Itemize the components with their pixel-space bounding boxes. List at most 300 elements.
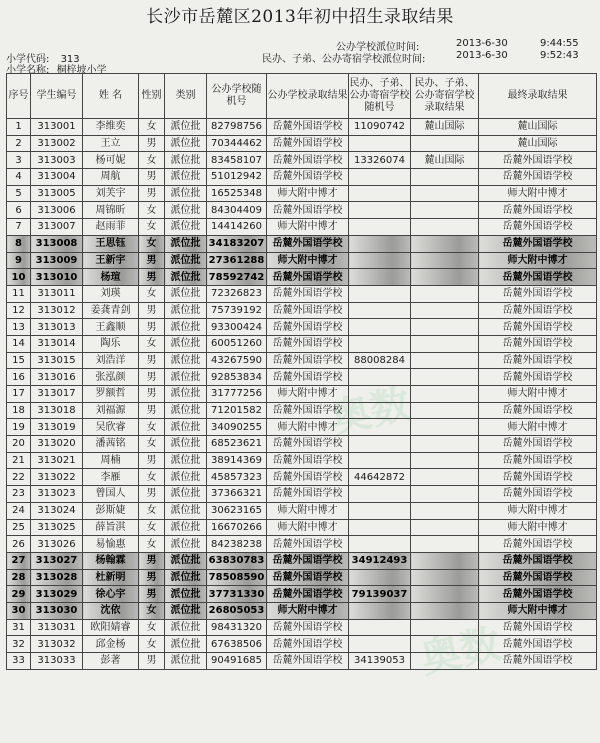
table-cell: 男: [139, 135, 165, 152]
table-cell: 周航: [83, 169, 139, 186]
table-cell: [349, 202, 411, 219]
table-cell: 男: [139, 452, 165, 469]
table-cell: 313008: [31, 235, 83, 252]
table-cell: 19: [7, 419, 31, 436]
table-row: [7, 369, 597, 386]
column-header: 民办、子弟、公办寄宿学校录取结果: [411, 74, 479, 119]
table-cell: 34090255: [207, 419, 267, 436]
table-row: [7, 319, 597, 336]
table-cell: [349, 636, 411, 653]
table-cell: [349, 285, 411, 302]
table-cell: 麓山国际: [479, 119, 597, 136]
table-row: [7, 569, 597, 586]
table-cell: 派位批: [165, 569, 207, 586]
table-cell: [411, 269, 479, 286]
table-cell: 313004: [31, 169, 83, 186]
table-cell: 女: [139, 536, 165, 553]
table-cell: 王鑫顺: [83, 319, 139, 336]
table-cell: 313011: [31, 285, 83, 302]
table-cell: 女: [139, 436, 165, 453]
table-cell: 女: [139, 519, 165, 536]
table-cell: 313019: [31, 419, 83, 436]
table-cell: 90491685: [207, 653, 267, 670]
table-cell: 派位批: [165, 436, 207, 453]
table-cell: 岳麓外国语学校: [479, 152, 597, 169]
table-cell: [411, 302, 479, 319]
column-header: 最终录取结果: [479, 74, 597, 119]
table-cell: 派位批: [165, 369, 207, 386]
table-cell: 93300424: [207, 319, 267, 336]
table-cell: 王立: [83, 135, 139, 152]
table-cell: [411, 285, 479, 302]
table-cell: [349, 335, 411, 352]
table-cell: 派位批: [165, 386, 207, 403]
table-cell: 31777256: [207, 386, 267, 403]
table-cell: 313003: [31, 152, 83, 169]
table-cell: 313016: [31, 369, 83, 386]
table-cell: 16525348: [207, 185, 267, 202]
table-cell: [349, 502, 411, 519]
table-cell: 313023: [31, 486, 83, 503]
table-cell: [411, 636, 479, 653]
table-cell: 刘福源: [83, 402, 139, 419]
table-cell: 师大附中博才: [267, 219, 349, 236]
table-cell: [349, 369, 411, 386]
table-cell: 曾国人: [83, 486, 139, 503]
table-cell: [349, 402, 411, 419]
table-cell: 岳麓外国语学校: [267, 619, 349, 636]
table-cell: 王新宇: [83, 252, 139, 269]
private-date: 2013-6-30: [456, 50, 508, 61]
table-cell: 98431320: [207, 619, 267, 636]
table-row: [7, 169, 597, 186]
table-row: [7, 402, 597, 419]
table-cell: 岳麓外国语学校: [267, 402, 349, 419]
table-row: [7, 602, 597, 619]
table-cell: 男: [139, 386, 165, 403]
table-cell: [411, 519, 479, 536]
table-cell: 男: [139, 302, 165, 319]
table-cell: [411, 586, 479, 603]
table-cell: 37366321: [207, 486, 267, 503]
table-cell: 女: [139, 285, 165, 302]
table-cell: 岳麓外国语学校: [267, 269, 349, 286]
table-cell: 杜新明: [83, 569, 139, 586]
table-cell: 师大附中博才: [267, 386, 349, 403]
table-cell: 12: [7, 302, 31, 319]
table-cell: 313007: [31, 219, 83, 236]
table-cell: 33: [7, 653, 31, 670]
table-cell: 313021: [31, 452, 83, 469]
table-cell: 51012942: [207, 169, 267, 186]
private-time: 9:52:43: [540, 50, 579, 61]
table-cell: 25: [7, 519, 31, 536]
table-cell: 杨瑄: [83, 269, 139, 286]
table-cell: 师大附中博才: [479, 252, 597, 269]
table-cell: 女: [139, 636, 165, 653]
table-cell: 派位批: [165, 219, 207, 236]
table-cell: 派位批: [165, 469, 207, 486]
table-cell: [349, 185, 411, 202]
table-cell: 周楠: [83, 452, 139, 469]
table-cell: 派位批: [165, 536, 207, 553]
table-cell: [411, 436, 479, 453]
table-row: [7, 486, 597, 503]
table-cell: 女: [139, 219, 165, 236]
table-cell: 5: [7, 185, 31, 202]
table-cell: 313030: [31, 602, 83, 619]
table-cell: [411, 135, 479, 152]
table-cell: 派位批: [165, 185, 207, 202]
table-cell: 岳麓外国语学校: [479, 536, 597, 553]
table-row: [7, 185, 597, 202]
table-cell: 岳麓外国语学校: [479, 369, 597, 386]
table-cell: 师大附中博才: [267, 252, 349, 269]
table-cell: 杨可妮: [83, 152, 139, 169]
table-cell: 313033: [31, 653, 83, 670]
school-name: 桐梓坡小学: [56, 65, 107, 76]
table-cell: 师大附中博才: [479, 519, 597, 536]
table-cell: 派位批: [165, 319, 207, 336]
table-cell: 45857323: [207, 469, 267, 486]
table-cell: 岳麓外国语学校: [267, 636, 349, 653]
table-cell: 22: [7, 469, 31, 486]
table-cell: 女: [139, 202, 165, 219]
table-cell: 313026: [31, 536, 83, 553]
table-cell: 23: [7, 486, 31, 503]
table-cell: 313006: [31, 202, 83, 219]
table-cell: 14414260: [207, 219, 267, 236]
table-cell: 师大附中博才: [479, 419, 597, 436]
table-cell: 313012: [31, 302, 83, 319]
table-cell: [411, 469, 479, 486]
table-cell: 师大附中博才: [479, 502, 597, 519]
table-cell: 313015: [31, 352, 83, 369]
table-cell: 派位批: [165, 169, 207, 186]
table-cell: [349, 436, 411, 453]
table-cell: 派位批: [165, 352, 207, 369]
table-row: [7, 135, 597, 152]
table-cell: 派位批: [165, 285, 207, 302]
table-cell: 岳麓外国语学校: [267, 152, 349, 169]
table-cell: [411, 569, 479, 586]
table-row: [7, 586, 597, 603]
table-cell: 派位批: [165, 419, 207, 436]
table-cell: 26805053: [207, 602, 267, 619]
table-cell: 78508590: [207, 569, 267, 586]
table-cell: 17: [7, 386, 31, 403]
table-cell: 派位批: [165, 502, 207, 519]
table-cell: 16: [7, 369, 31, 386]
table-cell: 彭著: [83, 653, 139, 670]
school-code-label: 小学代码:: [6, 54, 50, 65]
table-cell: 72326823: [207, 285, 267, 302]
table-cell: 32: [7, 636, 31, 653]
table-cell: 82798756: [207, 119, 267, 136]
page-title: 长沙市岳麓区2013年初中招生录取结果: [146, 7, 454, 27]
table-cell: 男: [139, 252, 165, 269]
table-cell: [411, 169, 479, 186]
table-cell: 王思钰: [83, 235, 139, 252]
column-header: 学生编号: [31, 74, 83, 119]
table-cell: 岳麓外国语学校: [479, 436, 597, 453]
table-cell: [411, 386, 479, 403]
table-cell: 女: [139, 419, 165, 436]
table-cell: 15: [7, 352, 31, 369]
table-cell: [349, 135, 411, 152]
table-cell: 67638506: [207, 636, 267, 653]
table-cell: 岳麓外国语学校: [479, 402, 597, 419]
table-cell: 92853834: [207, 369, 267, 386]
table-cell: 29: [7, 586, 31, 603]
table-cell: 男: [139, 185, 165, 202]
table-cell: 24: [7, 502, 31, 519]
table-row: [7, 152, 597, 169]
table-row: [7, 352, 597, 369]
table-row: [7, 252, 597, 269]
table-cell: [349, 569, 411, 586]
table-row: [7, 519, 597, 536]
table-cell: 18: [7, 402, 31, 419]
table-row: [7, 335, 597, 352]
table-cell: 吴欣睿: [83, 419, 139, 436]
table-cell: 313010: [31, 269, 83, 286]
table-cell: 岳麓外国语学校: [479, 486, 597, 503]
table-cell: 师大附中博才: [267, 519, 349, 536]
table-cell: 男: [139, 369, 165, 386]
table-cell: 派位批: [165, 636, 207, 653]
table-cell: 潘茜铭: [83, 436, 139, 453]
table-cell: 麓山国际: [479, 135, 597, 152]
table-cell: 313027: [31, 552, 83, 569]
table-cell: 岳麓外国语学校: [267, 335, 349, 352]
table-cell: [411, 402, 479, 419]
table-row: [7, 386, 597, 403]
table-cell: [349, 452, 411, 469]
table-cell: 派位批: [165, 519, 207, 536]
table-cell: 1: [7, 119, 31, 136]
table-cell: [411, 219, 479, 236]
table-cell: 沈依: [83, 602, 139, 619]
table-cell: 37731330: [207, 586, 267, 603]
table-cell: 岳麓外国语学校: [479, 302, 597, 319]
table-cell: 30623165: [207, 502, 267, 519]
table-cell: 313024: [31, 502, 83, 519]
table-cell: [349, 486, 411, 503]
table-cell: 313031: [31, 619, 83, 636]
table-cell: 派位批: [165, 252, 207, 269]
table-cell: 师大附中博才: [267, 419, 349, 436]
table-cell: 女: [139, 602, 165, 619]
table-cell: 岳麓外国语学校: [479, 319, 597, 336]
table-cell: 7: [7, 219, 31, 236]
table-cell: 313001: [31, 119, 83, 136]
table-cell: 派位批: [165, 653, 207, 670]
table-cell: 岳麓外国语学校: [479, 269, 597, 286]
table-cell: 9: [7, 252, 31, 269]
table-cell: [411, 619, 479, 636]
watermark: 奥数: [416, 621, 505, 683]
table-cell: [411, 552, 479, 569]
table-row: [7, 436, 597, 453]
table-cell: 313032: [31, 636, 83, 653]
table-cell: 岳麓外国语学校: [479, 169, 597, 186]
table-cell: 43267590: [207, 352, 267, 369]
table-cell: 岳麓外国语学校: [479, 352, 597, 369]
table-cell: [349, 169, 411, 186]
public-time: 9:44:55: [540, 38, 579, 49]
column-header: 公办学校随机号: [207, 74, 267, 119]
table-row: [7, 636, 597, 653]
table-cell: [411, 235, 479, 252]
table-cell: 女: [139, 235, 165, 252]
table-cell: [349, 319, 411, 336]
table-cell: 男: [139, 269, 165, 286]
table-cell: 21: [7, 452, 31, 469]
table-cell: 岳麓外国语学校: [267, 486, 349, 503]
table-cell: 岳麓外国语学校: [267, 235, 349, 252]
table-cell: 313018: [31, 402, 83, 419]
table-cell: 派位批: [165, 235, 207, 252]
table-cell: 岳麓外国语学校: [267, 469, 349, 486]
table-row: [7, 469, 597, 486]
table-cell: [411, 452, 479, 469]
table-cell: 313028: [31, 569, 83, 586]
table-cell: 26: [7, 536, 31, 553]
table-cell: 刘芙宇: [83, 185, 139, 202]
table-cell: 44642872: [349, 469, 411, 486]
table-cell: 岳麓外国语学校: [267, 319, 349, 336]
table-cell: 313022: [31, 469, 83, 486]
table-cell: 麓山国际: [411, 152, 479, 169]
table-cell: 男: [139, 319, 165, 336]
school-code: 313: [60, 54, 80, 65]
table-cell: 2: [7, 135, 31, 152]
table-row: [7, 235, 597, 252]
table-cell: 78592742: [207, 269, 267, 286]
table-cell: 16670266: [207, 519, 267, 536]
table-cell: 岳麓外国语学校: [267, 552, 349, 569]
school-name-label: 小学名称:: [6, 65, 50, 76]
table-cell: [349, 235, 411, 252]
table-row: [7, 302, 597, 319]
table-cell: 38914369: [207, 452, 267, 469]
table-row: [7, 619, 597, 636]
table-cell: [411, 369, 479, 386]
column-header: 类别: [165, 74, 207, 119]
table-cell: 岳麓外国语学校: [479, 219, 597, 236]
table-cell: 罗额哲: [83, 386, 139, 403]
table-cell: 姜龚青剑: [83, 302, 139, 319]
table-row: [7, 419, 597, 436]
table-cell: 27361288: [207, 252, 267, 269]
table-cell: 岳麓外国语学校: [479, 552, 597, 569]
table-row: [7, 269, 597, 286]
table-cell: 麓山国际: [411, 119, 479, 136]
table-cell: 岳麓外国语学校: [267, 569, 349, 586]
table-cell: 71201582: [207, 402, 267, 419]
table-cell: 4: [7, 169, 31, 186]
table-cell: 岳麓外国语学校: [267, 536, 349, 553]
table-cell: 派位批: [165, 302, 207, 319]
table-cell: 70344462: [207, 135, 267, 152]
table-cell: 岳麓外国语学校: [479, 569, 597, 586]
table-cell: 31: [7, 619, 31, 636]
table-cell: 派位批: [165, 586, 207, 603]
table-row: [7, 452, 597, 469]
table-cell: [411, 419, 479, 436]
table-cell: 女: [139, 119, 165, 136]
table-cell: 男: [139, 169, 165, 186]
table-cell: 14: [7, 335, 31, 352]
table-cell: 女: [139, 335, 165, 352]
table-cell: 84304409: [207, 202, 267, 219]
column-header: 公办学校录取结果: [267, 74, 349, 119]
table-header-row: [7, 74, 597, 119]
table-cell: 313002: [31, 135, 83, 152]
table-cell: 派位批: [165, 486, 207, 503]
table-cell: 岳麓外国语学校: [267, 135, 349, 152]
table-cell: [349, 302, 411, 319]
table-cell: 313014: [31, 335, 83, 352]
table-cell: 岳麓外国语学校: [267, 653, 349, 670]
table-cell: 师大附中博才: [479, 386, 597, 403]
table-cell: 岳麓外国语学校: [267, 119, 349, 136]
table-cell: 8: [7, 235, 31, 252]
table-cell: 岳麓外国语学校: [479, 636, 597, 653]
table-cell: 派位批: [165, 552, 207, 569]
table-cell: [411, 502, 479, 519]
table-cell: 师大附中博才: [479, 602, 597, 619]
table-cell: 34183207: [207, 235, 267, 252]
table-cell: 岳麓外国语学校: [267, 452, 349, 469]
table-cell: [349, 619, 411, 636]
table-cell: 313005: [31, 185, 83, 202]
table-cell: 张泓颜: [83, 369, 139, 386]
table-cell: 派位批: [165, 135, 207, 152]
table-cell: 师大附中博才: [267, 185, 349, 202]
table-cell: 岳麓外国语学校: [479, 619, 597, 636]
table-cell: 岳麓外国语学校: [267, 302, 349, 319]
table-cell: [411, 252, 479, 269]
table-cell: 岳麓外国语学校: [479, 202, 597, 219]
table-cell: 男: [139, 586, 165, 603]
table-cell: 岳麓外国语学校: [479, 285, 597, 302]
table-cell: 10: [7, 269, 31, 286]
table-cell: 男: [139, 402, 165, 419]
table-cell: [349, 519, 411, 536]
table-cell: 63830783: [207, 552, 267, 569]
table-cell: 派位批: [165, 402, 207, 419]
table-cell: 34912493: [349, 552, 411, 569]
private-time-label: 民办、子弟、公办寄宿学校派位时间:: [262, 54, 426, 65]
table-cell: 313017: [31, 386, 83, 403]
table-cell: 李维奕: [83, 119, 139, 136]
table-cell: 派位批: [165, 152, 207, 169]
table-cell: 女: [139, 469, 165, 486]
table-cell: 岳麓外国语学校: [267, 285, 349, 302]
table-cell: 师大附中博才: [479, 185, 597, 202]
table-body: [7, 119, 597, 670]
table-row: [7, 536, 597, 553]
table-cell: 薛旨淇: [83, 519, 139, 536]
table-row: [7, 285, 597, 302]
table-cell: 28: [7, 569, 31, 586]
table-cell: [411, 319, 479, 336]
table-cell: [349, 252, 411, 269]
table-cell: 79139037: [349, 586, 411, 603]
table-row: [7, 552, 597, 569]
